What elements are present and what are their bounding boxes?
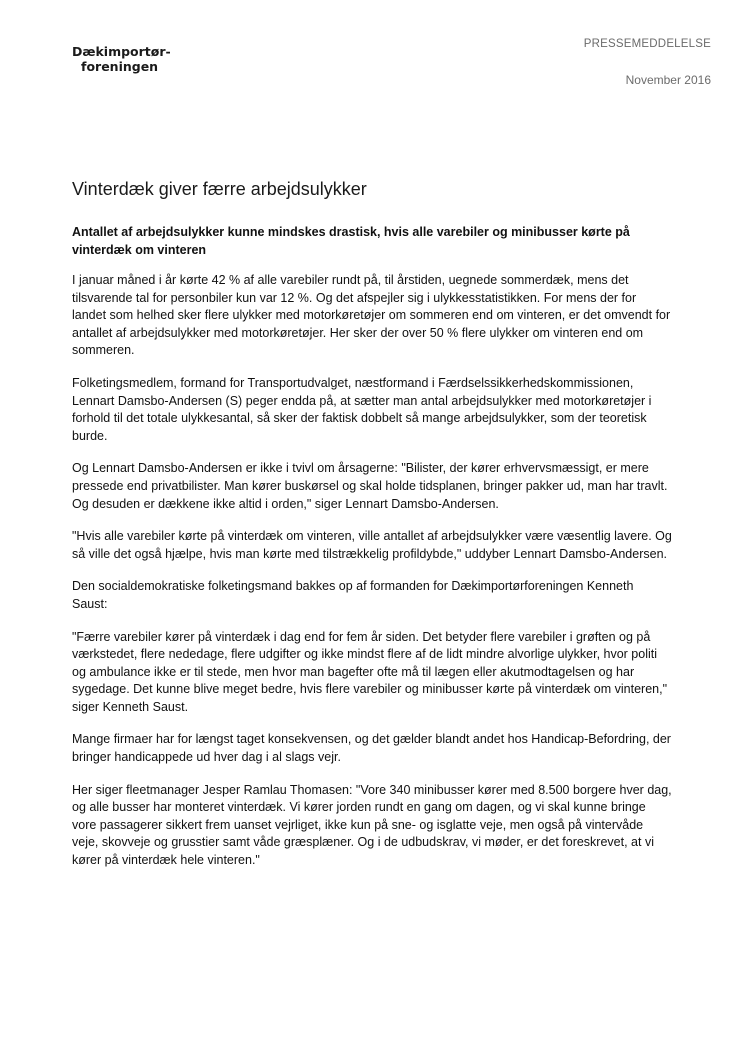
organization-logo — [72, 44, 171, 74]
paragraph: I januar måned i år kørte 42 % af alle varebiler rundt på, til årstiden, uegnede sommerdæk, mens det tilsvarende tal for personbiler kun var 12 %. Og det afspejler sig i ulykkesstatistikken. For mens der for landet som helhed sker flere ulykker med motorkøretøjer om sommeren end om vinteren, er det omvendt for antallet af arbejdsulykker med motorkøretøjer. Her sker der over 50 % flere ulykker om vinteren end om sommeren. — [72, 273, 671, 358]
paragraph: Og Lennart Damsbo-Andersen er ikke i tvivl om årsagerne: "Bilister, der kører erhvervsmæssigt, er mere pressede end privatbilister. Man kører buskørsel og skal holde tidsplanen, bringer pakker ud, man har travlt. Og desuden er dækkene ikke altid i orden," siger Lennart Damsbo-Andersen. — [72, 461, 668, 511]
document-type-label: PRESSEMEDDELELSE — [583, 38, 711, 50]
logo-line-1: Dækimportør- — [72, 44, 171, 59]
paragraph: Her siger fleetmanager Jesper Ramlau Thomasen: "Vore 340 minibusser kører med 8.500 borgere hver dag, og alle busser har monteret vinterdæk. Vi kører jorden rundt en gang om dagen, og vi skal kunne bringe vore passagerer sikkert frem uanset vejrliget, ikke kun på sne- og isglatte veje, men også på vintervåde veje, skovveje og grusstier samt våde græsplæner. Og i de udbudskrav, vi møder, er det foreskrevet, at vi kører på vinterdæk hele vinteren." — [72, 782, 672, 868]
paragraph: Den socialdemokratiske folketingsmand bakkes op af formanden for Dækimportørforeningen Kenneth Saust: — [72, 579, 634, 611]
article-title: Vinterdæk giver færre arbejdsulykker — [72, 179, 367, 199]
paragraph: Folketingsmedlem, formand for Transportudvalget, næstformand i Færdselssikkerhedskommissionen, Lennart Damsbo-Andersen (S) peger endda på, at sætter man antal arbejdsulykker med motorkøretøjer i forhold til det totale ulykkesantal, så sker der faktisk dobbelt så mange arbejdsulykker, som der teoretisk burde. — [72, 375, 652, 443]
paragraph: Mange firmaer har for længst taget konsekvensen, og det gælder blandt andet hos Handicap-Befordring, der bringer handicappede ud hver dag i al slags vejr. — [72, 732, 671, 765]
article-body — [72, 178, 672, 885]
paragraph: "Hvis alle varebiler kørte på vinterdæk om vinteren, ville antallet af arbejdsulykker være væsentlig lavere. Og så ville det også hjælpe, hvis man kørte med tilstrækkelig profildybde," uddyber Lennart Damsbo-Andersen. — [72, 529, 672, 561]
paragraph: "Færre varebiler kører på vinterdæk i dag end for fem år siden. Det betyder flere varebiler i grøften og på værkstedet, flere nededage, flere udgifter og ikke mindst flere af de lidt mindre alvorlige ulykker, hvor politi og ambulance ikke er til stede, men hvor man bagefter ofte må til lægen eller akutmodtagelsen og har sygedage. Det kunne blive meget bedre, hvis flere varebiler og minibusser kørte på vinterdæk om vinteren," siger Kenneth Saust. — [72, 629, 668, 714]
article-lead: Antallet af arbejdsulykker kunne mindskes drastisk, hvis alle varebiler og minibusser kørte på vinterdæk om vinteren — [72, 225, 630, 257]
document-date: November 2016 — [625, 73, 711, 87]
logo-line-2: foreningen — [81, 59, 159, 74]
